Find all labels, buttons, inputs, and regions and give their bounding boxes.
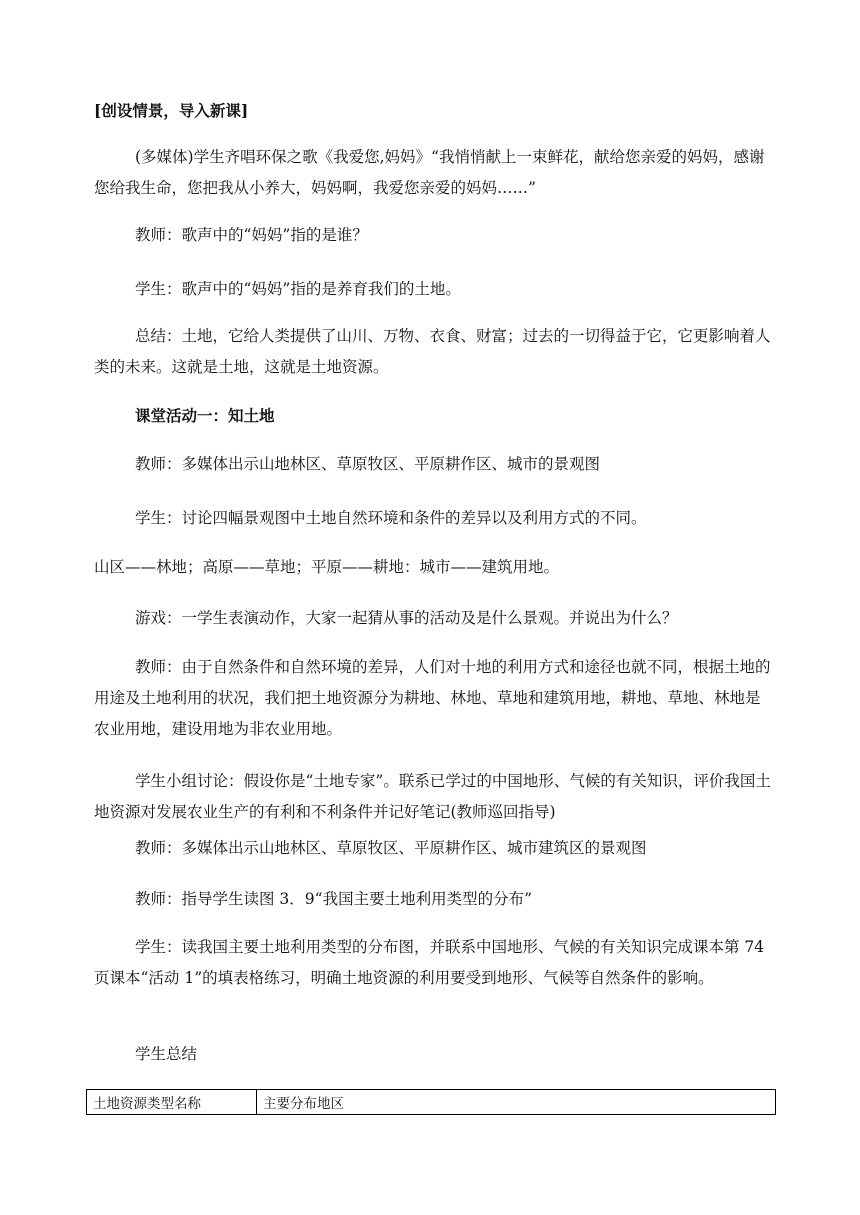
paragraph-student-answer: 学生：歌声中的“妈妈”指的是养育我们的土地。 xyxy=(135,280,461,298)
paragraph-song: (多媒体)学生齐唱环保之歌《我爱您,妈妈》“我悄悄献上一束鲜花，献给您亲爱的妈妈，感谢您给我生命，您把我从小养大，妈妈啊，我爱您亲爱的妈妈……” xyxy=(94,148,765,197)
paragraph-teacher-show2: 教师：多媒体出示山地林区、草原牧区、平原耕作区、城市建筑区的景观图 xyxy=(135,839,647,857)
section-heading: [创设情景，导入新课] xyxy=(94,101,249,120)
paragraph-summary: 总结：土地，它给人类提供了山川、万物、衣食、财富；过去的一切得益于它，它更影响着人类的未来。这就是土地，这就是土地资源。 xyxy=(94,327,771,376)
activity-heading: 课堂活动一：知土地 xyxy=(135,406,275,425)
paragraph-teacher-guide: 教师：指导学生读图 3．9“我国主要土地利用类型的分布” xyxy=(135,890,533,908)
table-header-type-name: 土地资源类型名称 xyxy=(87,1090,257,1115)
table-row xyxy=(87,1090,776,1115)
paragraph-teacher-question: 教师：歌声中的“妈妈”指的是谁？ xyxy=(135,226,368,244)
paragraph-land-types: 山区——林地；高原——草地；平原——耕地：城市——建筑用地。 xyxy=(94,558,560,576)
paragraph-student-discuss: 学生：讨论四幅景观图中土地自然环境和条件的差异以及利用方式的不同。 xyxy=(135,509,647,527)
paragraph-student-summary: 学生总结 xyxy=(135,1045,198,1063)
paragraph-group-discuss: 学生小组讨论：假设你是“土地专家”。联系已学过的中国地形、气候的有关知识，评价我国土地资源对发展农业生产的有利和不利条件并记好笔记(教师巡回指导) xyxy=(94,772,771,821)
paragraph-student-read: 学生：读我国主要土地利用类型的分布图，并联系中国地形、气候的有关知识完成课本第 74 页课本“活动 1”的填表格练习，明确土地资源的利用要受到地形、气候等自然条件的影响。 xyxy=(94,938,765,987)
paragraph-teacher-show: 教师：多媒体出示山地林区、草原牧区、平原耕作区、城市的景观图 xyxy=(135,455,601,473)
paragraph-teacher-explain: 教师：由于自然条件和自然环境的差异，人们对十地的利用方式和途径也就不同，根据土地的用途及土地利用的状况，我们把土地资源分为耕地、林地、草地和建筑用地，耕地、草地、林地是农业用地，建设用地为非农业用地。 xyxy=(94,658,771,738)
paragraph-game: 游戏：一学生表演动作，大家一起猜从事的活动及是什么景观。并说出为什么？ xyxy=(135,609,678,627)
table-header-distribution: 主要分布地区 xyxy=(257,1090,776,1115)
land-resource-table xyxy=(86,1089,776,1115)
